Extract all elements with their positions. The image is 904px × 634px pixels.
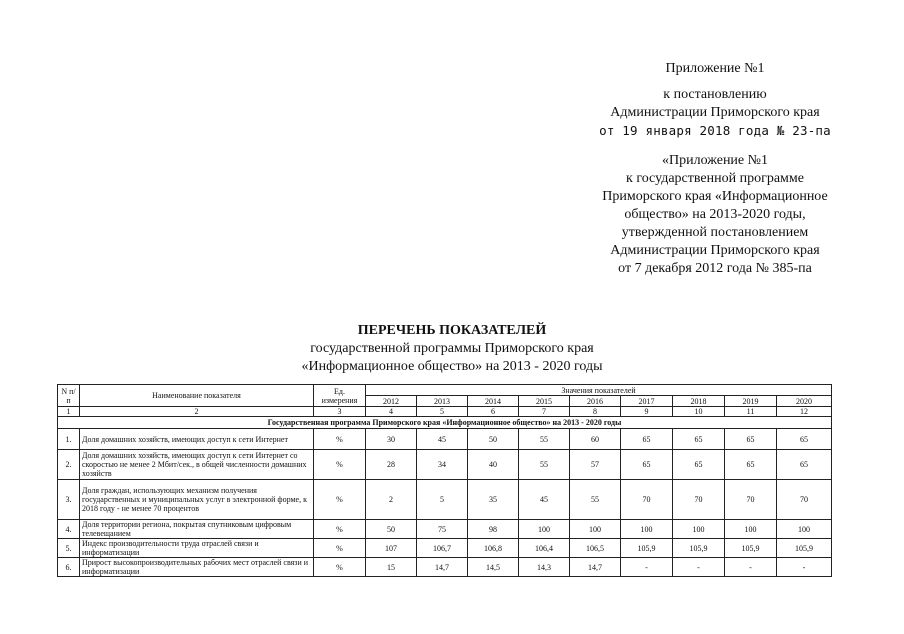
document-title <box>200 322 704 376</box>
annex-original-title: «Приложение №1 <box>662 153 768 168</box>
list-subtitle-2: «Информационное общество» на 2013 - 2020 годы <box>301 359 603 374</box>
table-row <box>58 450 832 480</box>
table-row <box>58 480 832 520</box>
value-cell: - <box>673 558 725 577</box>
value-cell: 65 <box>777 429 832 450</box>
value-cell: 105,9 <box>621 539 673 558</box>
value-cell: 65 <box>777 450 832 480</box>
unit-cell: % <box>314 480 366 520</box>
column-number: 1 <box>58 407 80 417</box>
value-cell: 35 <box>468 480 519 520</box>
indicator-name: Доля домашних хозяйств, имеющих доступ к сети Интернет со скоростью не менее 2 Мбит/сек., в общей численности домашних хозяйств <box>80 450 314 480</box>
program-row: Государственная программа Приморского края «Информационное общество» на 2013 - 2020 годы <box>58 417 832 429</box>
value-cell: 65 <box>725 450 777 480</box>
column-number: 7 <box>519 407 570 417</box>
unit-cell: % <box>314 520 366 539</box>
value-cell: 45 <box>519 480 570 520</box>
value-cell: - <box>621 558 673 577</box>
header-unit: Ед. измерения <box>314 385 366 407</box>
value-cell: 105,9 <box>725 539 777 558</box>
row-number: 2. <box>58 450 80 480</box>
value-cell: 100 <box>777 520 832 539</box>
value-cell: 14,3 <box>519 558 570 577</box>
value-cell: 14,5 <box>468 558 519 577</box>
column-number: 9 <box>621 407 673 417</box>
row-number: 1. <box>58 429 80 450</box>
value-cell: 70 <box>725 480 777 520</box>
unit-cell: % <box>314 558 366 577</box>
value-cell: - <box>777 558 832 577</box>
indicator-name: Доля домашних хозяйств, имеющих доступ к сети Интернет <box>80 429 314 450</box>
value-cell: 55 <box>519 450 570 480</box>
value-cell: 105,9 <box>673 539 725 558</box>
annex-administration-2: Администрации Приморского края <box>610 243 820 258</box>
value-cell: 45 <box>417 429 468 450</box>
unit-cell: % <box>314 450 366 480</box>
year-header: 2018 <box>673 396 725 407</box>
value-cell: 65 <box>621 429 673 450</box>
indicator-name: Прирост высокопроизводительных рабочих мест отраслей связи и информатизации <box>80 558 314 577</box>
value-cell: 70 <box>621 480 673 520</box>
value-cell: - <box>725 558 777 577</box>
value-cell: 14,7 <box>570 558 621 577</box>
value-cell: 106,7 <box>417 539 468 558</box>
column-number: 6 <box>468 407 519 417</box>
value-cell: 100 <box>570 520 621 539</box>
column-number: 12 <box>777 407 832 417</box>
unit-cell: % <box>314 429 366 450</box>
value-cell: 14,7 <box>417 558 468 577</box>
year-header: 2016 <box>570 396 621 407</box>
value-cell: 98 <box>468 520 519 539</box>
year-header: 2013 <box>417 396 468 407</box>
annex-decree-ref: к постановлению <box>663 87 767 102</box>
value-cell: 106,8 <box>468 539 519 558</box>
value-cell: 55 <box>519 429 570 450</box>
indicator-name: Доля территории региона, покрытая спутниковым цифровым телевещанием <box>80 520 314 539</box>
value-cell: 15 <box>366 558 417 577</box>
header-values: Значения показателей <box>366 385 832 396</box>
annex-program-name-1: Приморского края «Информационное <box>602 189 828 204</box>
annex-decree-date: от 19 января 2018 года № 23-па <box>599 123 831 138</box>
year-header: 2020 <box>777 396 832 407</box>
year-header: 2017 <box>621 396 673 407</box>
value-cell: 57 <box>570 450 621 480</box>
value-cell: 65 <box>725 429 777 450</box>
value-cell: 65 <box>673 429 725 450</box>
indicator-name: Доля граждан, использующих механизм получения государственных и муниципальных услуг в электронной форме, к 2018 году - не менее 70 процентов <box>80 480 314 520</box>
value-cell: 106,4 <box>519 539 570 558</box>
value-cell: 75 <box>417 520 468 539</box>
table-row <box>58 539 832 558</box>
annex-program-ref: к государственной программе <box>626 171 804 186</box>
value-cell: 65 <box>673 450 725 480</box>
unit-cell: % <box>314 539 366 558</box>
year-header: 2014 <box>468 396 519 407</box>
table-row <box>58 429 832 450</box>
list-subtitle-1: государственной программы Приморского края <box>310 341 594 356</box>
value-cell: 107 <box>366 539 417 558</box>
value-cell: 28 <box>366 450 417 480</box>
value-cell: 30 <box>366 429 417 450</box>
value-cell: 100 <box>725 520 777 539</box>
value-cell: 5 <box>417 480 468 520</box>
value-cell: 2 <box>366 480 417 520</box>
column-number: 2 <box>80 407 314 417</box>
column-number: 10 <box>673 407 725 417</box>
row-number: 6. <box>58 558 80 577</box>
year-header: 2012 <box>366 396 417 407</box>
table-row <box>58 520 832 539</box>
value-cell: 105,9 <box>777 539 832 558</box>
column-numbers-row <box>58 407 832 417</box>
annex-approved: утвержденной постановлением <box>621 225 809 240</box>
annex-program-name-2: общество» на 2013-2020 годы, <box>624 207 806 222</box>
year-header: 2015 <box>519 396 570 407</box>
row-number: 5. <box>58 539 80 558</box>
value-cell: 34 <box>417 450 468 480</box>
table-row <box>58 558 832 577</box>
column-number: 5 <box>417 407 468 417</box>
value-cell: 100 <box>621 520 673 539</box>
value-cell: 100 <box>673 520 725 539</box>
row-number: 3. <box>58 480 80 520</box>
header-num: N п/п <box>58 385 80 407</box>
column-number: 8 <box>570 407 621 417</box>
indicators-table <box>57 384 832 577</box>
annex-original-date: от 7 декабря 2012 года № 385-па <box>618 261 812 276</box>
value-cell: 70 <box>673 480 725 520</box>
value-cell: 70 <box>777 480 832 520</box>
value-cell: 100 <box>519 520 570 539</box>
row-number: 4. <box>58 520 80 539</box>
header-name: Наименование показателя <box>80 385 314 407</box>
annex-header <box>560 60 870 278</box>
column-number: 3 <box>314 407 366 417</box>
indicator-name: Индекс производительности труда отраслей связи и информатизации <box>80 539 314 558</box>
value-cell: 65 <box>621 450 673 480</box>
year-header: 2019 <box>725 396 777 407</box>
list-title: ПЕРЕЧЕНЬ ПОКАЗАТЕЛЕЙ <box>357 323 547 338</box>
column-number: 4 <box>366 407 417 417</box>
annex-title: Приложение №1 <box>665 61 765 76</box>
value-cell: 60 <box>570 429 621 450</box>
value-cell: 50 <box>468 429 519 450</box>
value-cell: 40 <box>468 450 519 480</box>
value-cell: 50 <box>366 520 417 539</box>
value-cell: 106,5 <box>570 539 621 558</box>
column-number: 11 <box>725 407 777 417</box>
value-cell: 55 <box>570 480 621 520</box>
annex-administration: Администрации Приморского края <box>610 105 820 120</box>
